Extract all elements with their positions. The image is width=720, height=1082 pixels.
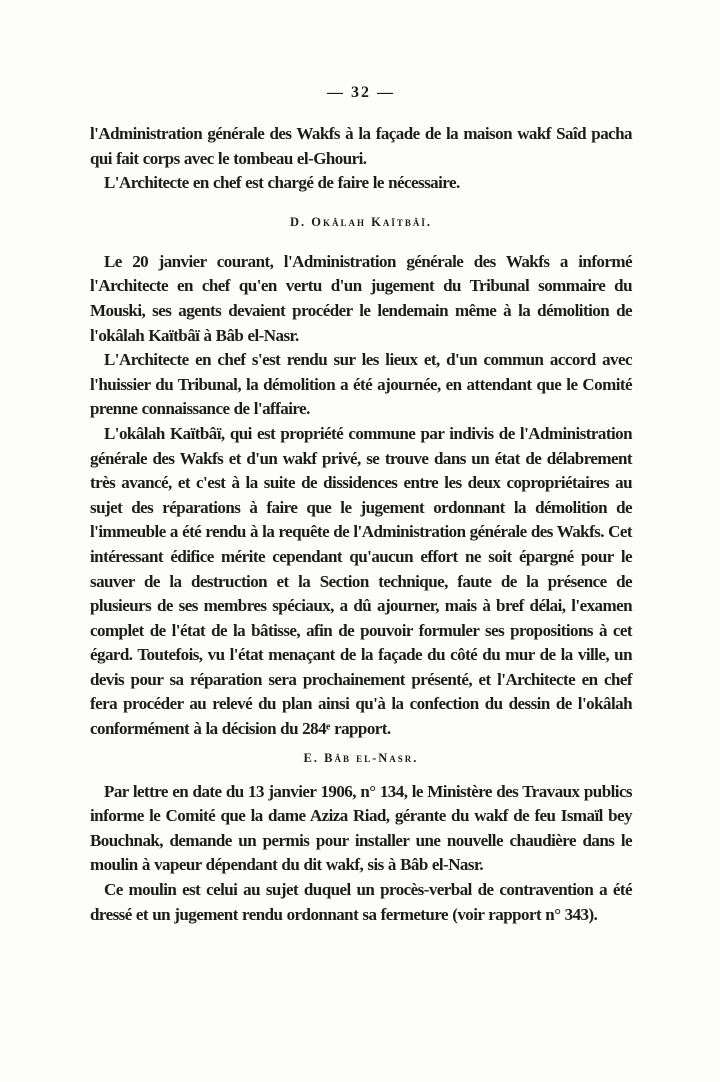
paragraph-lettre-13-janvier-1906: Par lettre en date du 13 janvier 1906, n° 134, le Ministère des Travaux publics informe le Comité que la dame Aziza Riad, gérante du wakf de feu Ismaïl bey Bouchnak, demande un permis pour installer une nouvelle chaudière dans le moulin à vapeur dépendant du dit wakf, sis à Bâb el-Nasr. [90, 781, 632, 875]
paragraph-moulin-proces-verbal: Ce moulin est celui au sujet duquel un procès-verbal de contravention a été dressé et un jugement rendu ordonnant sa fermeture (voir rapport n° 343). [90, 880, 632, 924]
page-number: — 32 — [327, 84, 395, 101]
paragraph-okalah-propriete-commune: L'okâlah Kaïtbâï, qui est propriété commune par indivis de l'Administration générale des Wakfs et d'un wakf privé, se trouve dans un état de délabrement très avancé, et c'est à la suite de dissidences entre les deux copropriétaires au sujet des réparations à faire que le jugement ordonnant la démolition de l'immeuble a été rendu à la requête de l'Administration générale des Wakfs. Cet intéressant édifice mérite cependant qu'aucun effort ne soit épargné pour le sauver de la destruction et la Section technique, faute de la présence de plusieurs de ses membres spéciaux, a dû ajourner, mais à bref délai, l'examen complet de l'état de la bâtisse, afin de pouvoir formuler ses propositions à cet égard. Toutefois, vu l'état menaçant de la façade du côté du mur de la ville, un devis pour sa réparation sera prochainement présenté, et l'Architecte en chef fera procéder au relevé du plan ainsi qu'à la confection du dessin de l'okâlah conformément à la décision du 284ᵉ rapport. [90, 423, 632, 739]
paragraph-architecte-necessaire: L'Architecte en chef est chargé de faire le nécessaire. [104, 173, 460, 193]
paragraph-demolition-ajournee: L'Architecte en chef s'est rendu sur les lieux et, d'un commun accord avec l'huissier du Tribunal, la démolition a été ajournée, en attendant que le Comité prenne connaissance de l'affaire. [90, 350, 632, 419]
paragraph-continuation-said-pacha: l'Administration générale des Wakfs à la façade de la maison wakf Saîd pacha qui fait corps avec le tombeau el-Ghouri. [90, 124, 632, 168]
section-heading-d-okalah-kaitbai: D. Okâlah Kaïtbâï. [290, 214, 432, 229]
paragraph-20-janvier-demolition: Le 20 janvier courant, l'Administration générale des Wakfs a informé l'Architecte en chef qu'en vertu d'un jugement du Tribunal sommaire du Mouski, ses agents devaient procéder le lendemain même à la démolition de l'okâlah Kaïtbâï à Bâb el-Nasr. [90, 251, 632, 345]
scanned-document-page [90, 84, 632, 927]
section-heading-e-bab-el-nasr: E. Bâb el-Nasr. [303, 750, 419, 765]
